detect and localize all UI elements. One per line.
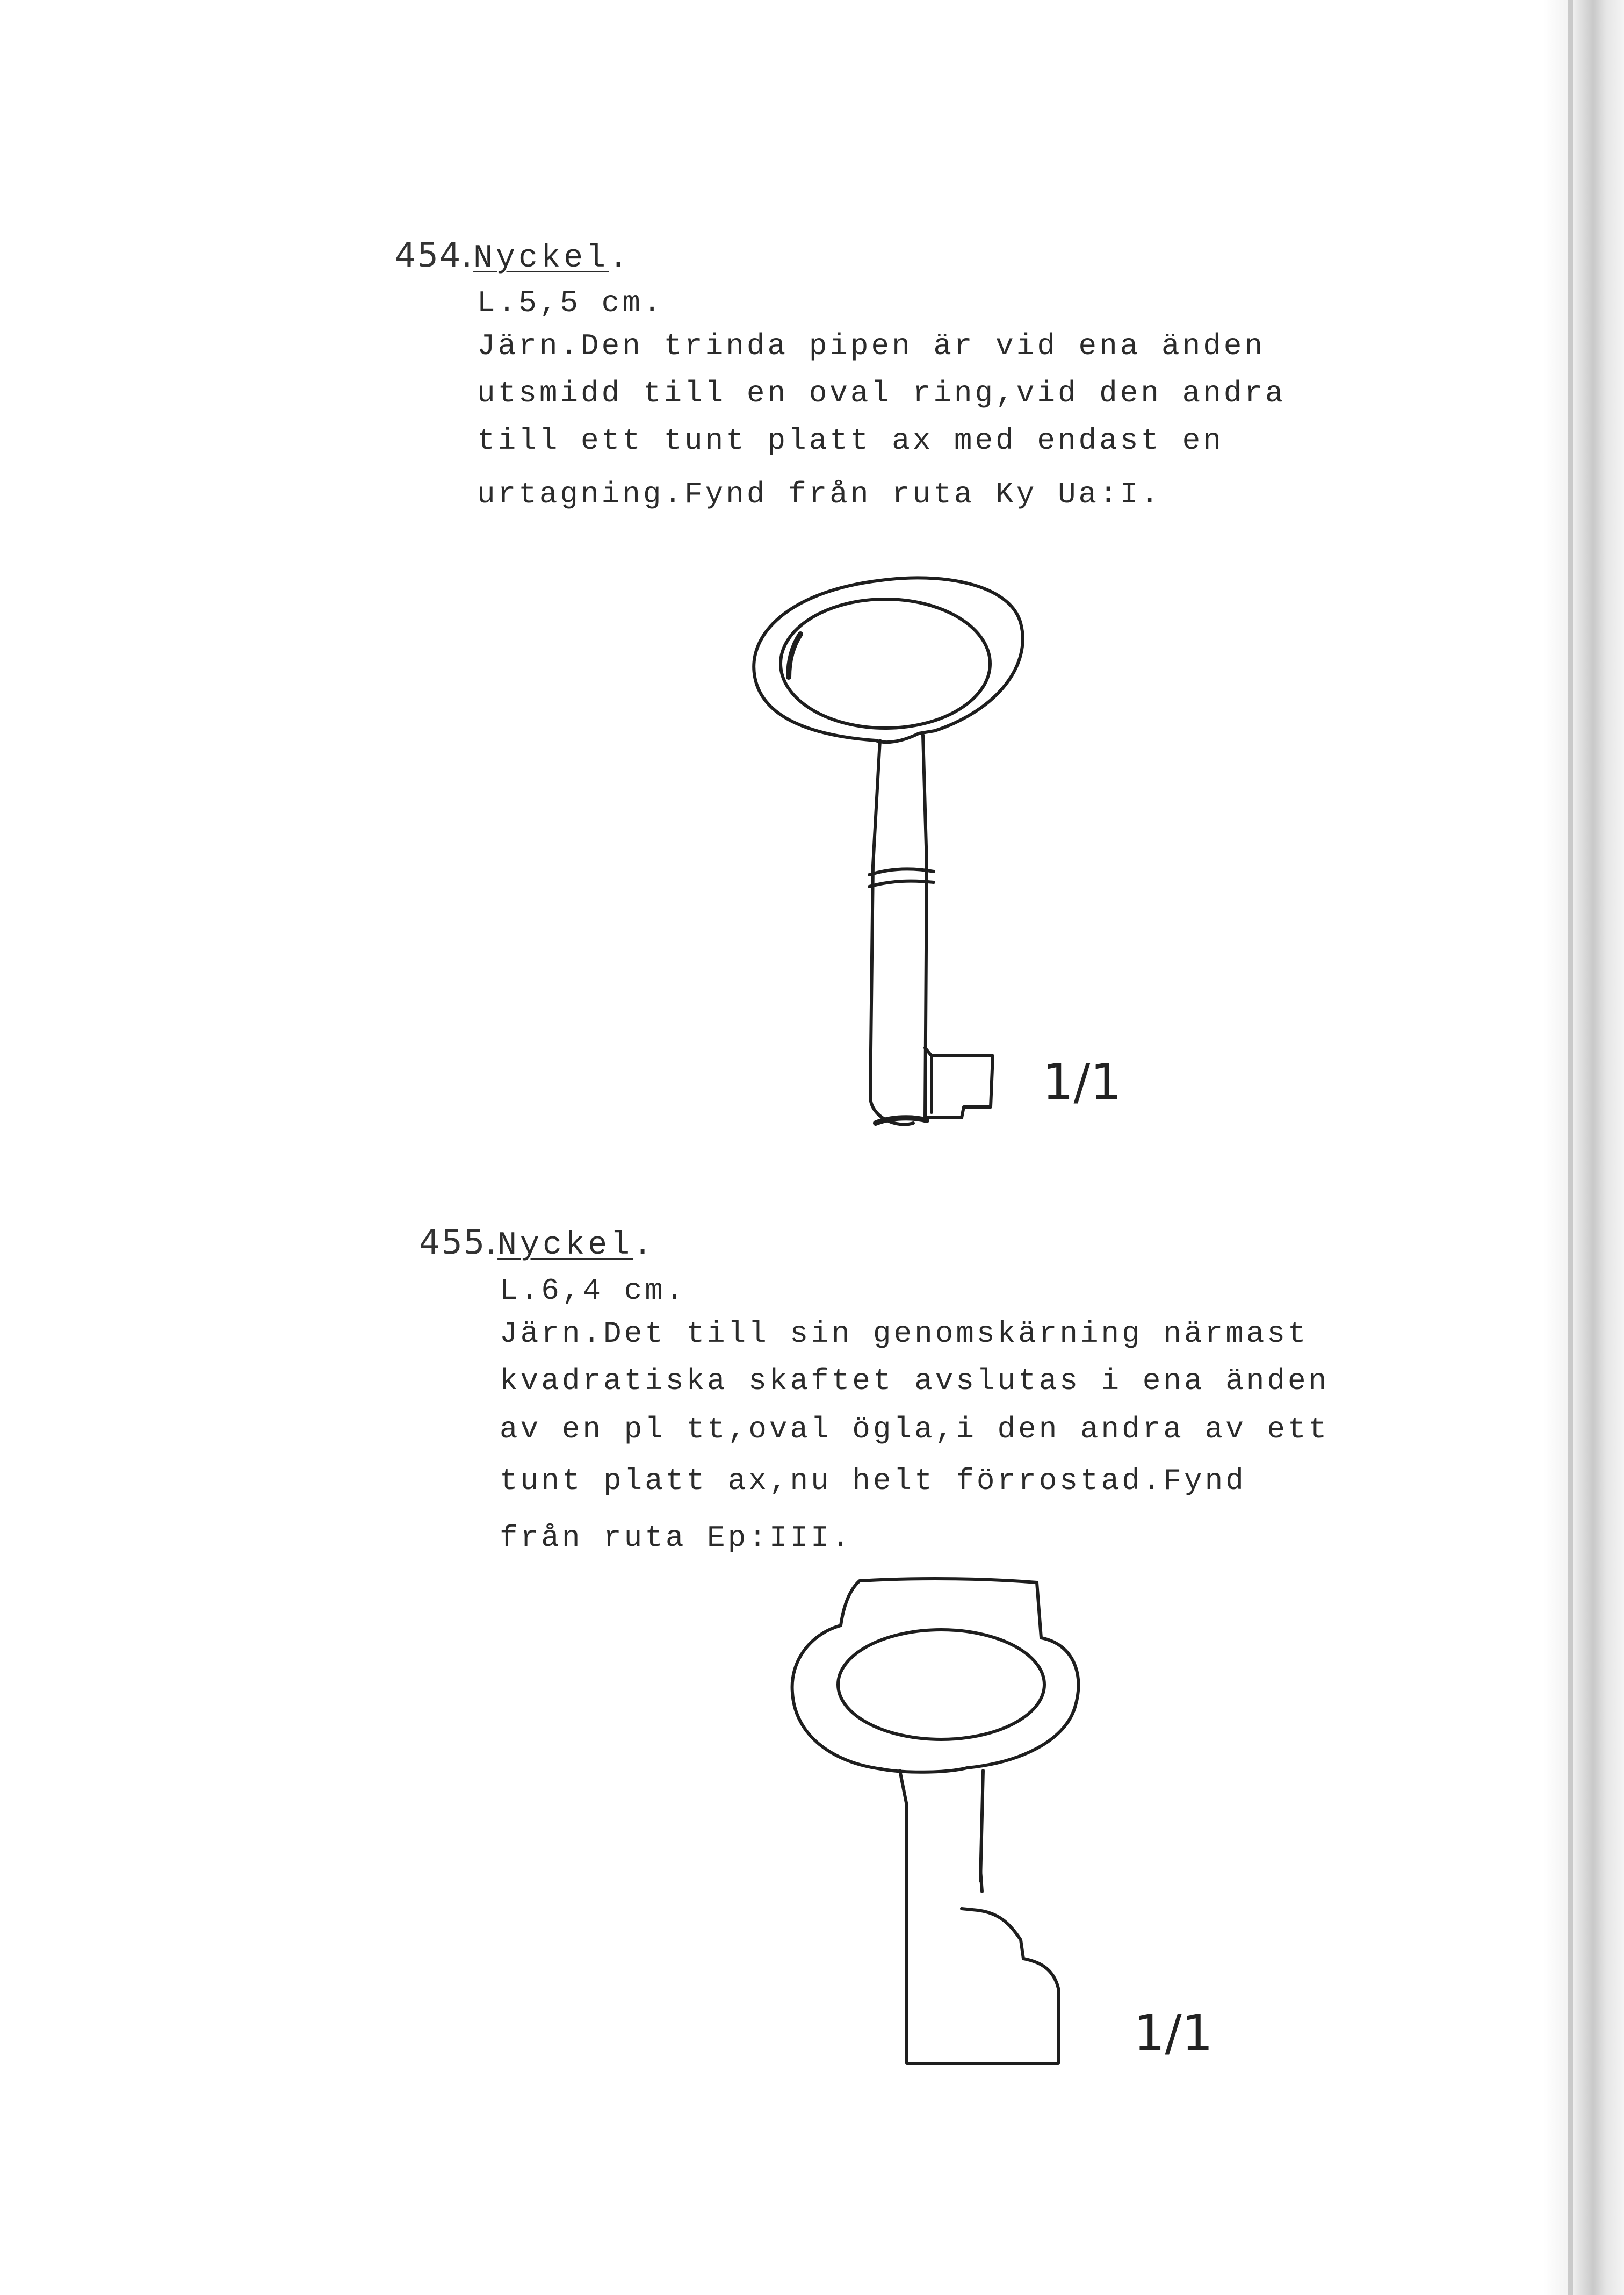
entry-description-line: Järn.Det till sin genomskärning närmast [500,1316,1309,1351]
entry-description-line: utsmidd till en oval ring,vid den andra [477,376,1286,411]
entry-number: 455. [419,1222,498,1262]
entry-description-line: från ruta Ep:III. [500,1521,853,1555]
page-edge-shadow [1543,0,1624,2295]
entry-number: 454. [395,235,474,275]
entry-description-line: Järn.Den trinda pipen är vid ena änden [477,329,1266,363]
entry-length: L.6,4 cm. [500,1274,687,1308]
key-drawing-455 [784,1569,1107,2074]
scale-marker: 1/1 [1042,1053,1122,1111]
entry-length: L.5,5 cm. [477,286,664,320]
entry-title: Nyckel [497,1227,633,1264]
entry-title-suffix: . [633,1227,656,1264]
entry-description-line: tunt platt ax,nu helt förrostad.Fynd [500,1464,1246,1498]
entry-description-line: urtagning.Fynd från ruta Ky Ua:I. [477,477,1161,512]
entry-title-suffix: . [609,240,632,277]
entry-description-line: till ett tunt platt ax med endast en [477,423,1224,458]
entry-heading [419,1222,655,1264]
entry-title: Nyckel [473,240,609,277]
page-binding-line [1568,0,1573,2295]
entry-heading [395,235,631,277]
entry-description-line: kvadratiska skaftet avslutas i ena änden [500,1364,1330,1398]
entry-description-line: av en pl tt,oval ögla,i den andra av ett [500,1412,1330,1447]
key-drawing-454 [741,570,1042,1139]
scale-marker: 1/1 [1134,2004,1214,2062]
